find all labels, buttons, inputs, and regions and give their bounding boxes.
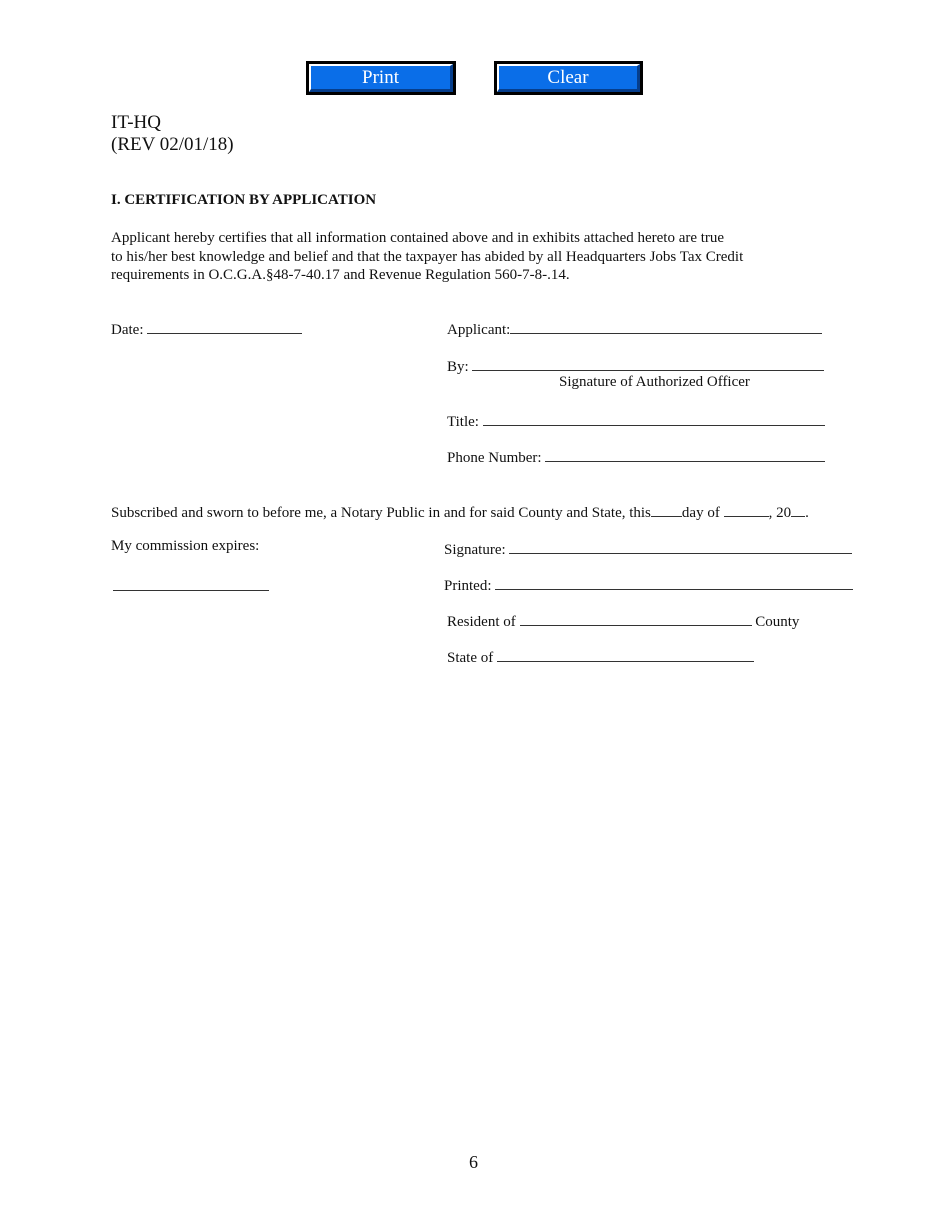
date-input-line[interactable] [147, 319, 302, 334]
section-heading: I. CERTIFICATION BY APPLICATION [111, 192, 377, 208]
clear-button[interactable] [494, 61, 643, 95]
printed-input-line[interactable] [495, 575, 853, 590]
county-label: County [755, 614, 800, 630]
notary-signature-label: Signature: [444, 542, 506, 558]
by-field [447, 356, 824, 376]
day-input-line[interactable] [651, 502, 682, 517]
year-prefix-text: , 20 [768, 505, 792, 521]
notary-signature-line[interactable] [509, 539, 852, 554]
phone-input-line[interactable] [545, 447, 825, 462]
phone-field [447, 447, 825, 467]
month-input-line[interactable] [724, 502, 769, 517]
state-field [447, 647, 754, 667]
date-field [111, 319, 302, 339]
page-number: 6 [469, 1152, 478, 1172]
state-input-line[interactable] [497, 647, 754, 662]
applicant-field [447, 319, 822, 339]
notary-signature-field [444, 539, 852, 559]
paragraph-line: requirements in O.C.G.A.§48-7-40.17 and Revenue Regulation 560-7-8-.14. [111, 267, 570, 283]
sworn-text: Subscribed and sworn to before me, a Notary Public in and for said County and State, this [111, 505, 651, 521]
by-signature-line[interactable] [472, 356, 824, 371]
form-revision: (REV 02/01/18) [111, 134, 234, 155]
signature-caption: Signature of Authorized Officer [559, 374, 750, 390]
certification-paragraph [111, 229, 743, 285]
printed-label: Printed: [444, 578, 492, 594]
resident-county-input-line[interactable] [520, 611, 752, 626]
day-of-text: day of [681, 505, 720, 521]
printed-field [444, 575, 853, 595]
state-label: State of [447, 650, 494, 666]
clear-button-label: Clear [497, 64, 640, 92]
notary-statement [111, 502, 809, 522]
date-label: Date: [111, 322, 144, 338]
period-text: . [805, 505, 809, 521]
paragraph-line: Applicant hereby certifies that all information contained above and in exhibits attached hereto are true [111, 230, 725, 246]
commission-label: My commission expires: [111, 538, 260, 554]
paragraph-line: to his/her best knowledge and belief and that the taxpayer has abided by all Headquarters Jobs Tax Credit [111, 248, 744, 265]
print-button[interactable] [306, 61, 456, 95]
applicant-input-line[interactable] [510, 319, 822, 334]
resident-field [447, 611, 799, 631]
form-code: IT-HQ [111, 112, 161, 133]
commission-input-line[interactable] [113, 576, 269, 591]
commission-field [113, 576, 269, 596]
title-field [447, 411, 825, 431]
title-input-line[interactable] [483, 411, 825, 426]
title-label: Title: [447, 414, 479, 430]
phone-label: Phone Number: [447, 450, 542, 466]
resident-label: Resident of [447, 614, 516, 630]
print-button-label: Print [309, 64, 453, 92]
applicant-label: Applicant: [447, 322, 511, 338]
by-label: By: [447, 359, 469, 375]
year-input-line[interactable] [791, 502, 805, 517]
